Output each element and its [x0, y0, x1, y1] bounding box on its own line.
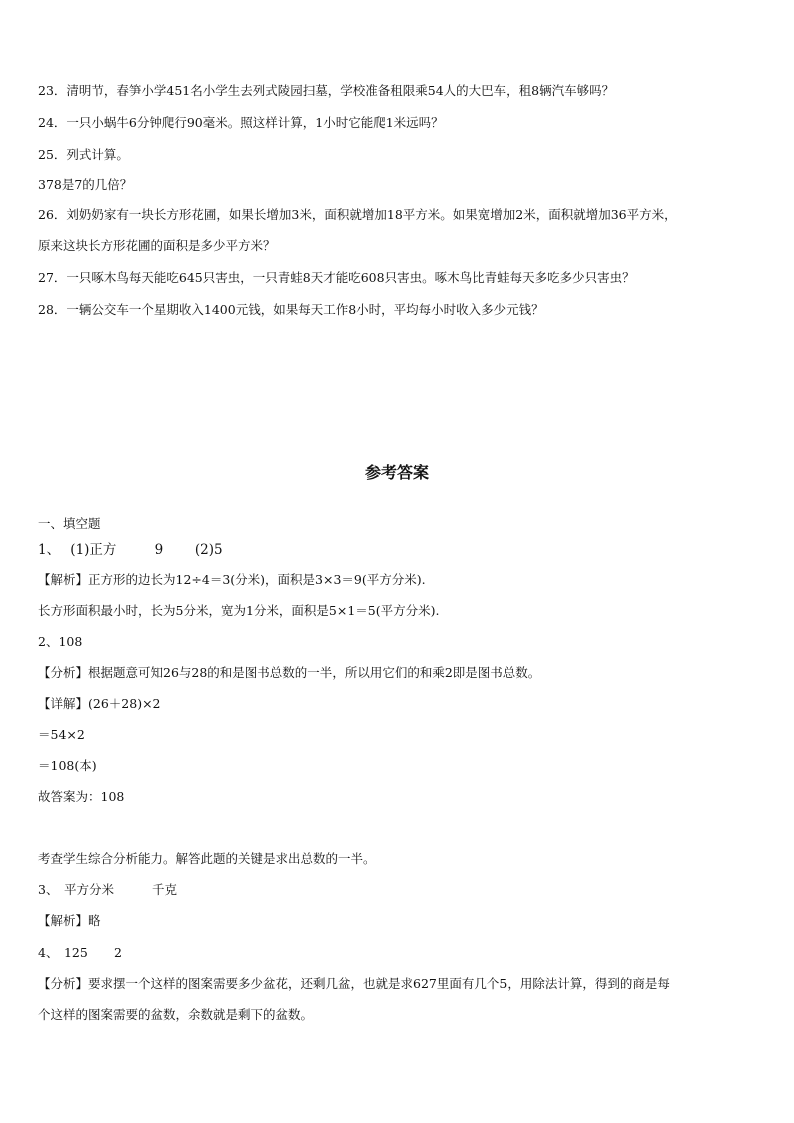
answer-4-part2: 2	[113, 945, 122, 960]
answer-2-note: 考查学生综合分析能力。解答此题的关键是求出总数的一半。	[38, 851, 376, 866]
answer-2-step-2: ＝108(本)	[38, 758, 97, 773]
answer-1	[38, 541, 758, 559]
question-25-content: 378是7的几倍？	[38, 177, 133, 192]
answer-1-analysis-2: 长方形面积最小时，长为5分米，宽为1分米，面积是5×1＝5(平方分米).	[38, 603, 440, 618]
answer-1-part3: (2)5	[194, 542, 223, 558]
answer-4-analysis-2: 个这样的图案需要的盆数，余数就是剩下的盆数。	[38, 1007, 314, 1022]
answer-3-analysis: 【解析】略	[38, 913, 101, 928]
answer-3-part2: 千克	[151, 882, 177, 897]
question-26-line2: 原来这块长方形花圃的面积是多少平方米？	[38, 238, 276, 253]
answer-2-final: 故答案为：108	[38, 789, 125, 804]
answer-1-number: 1、	[38, 542, 61, 558]
question-27: 27．一只啄木鸟每天能吃645只害虫，一只青蛙8天才能吃608只害虫。啄木鸟比青蛙每天多吃多少只害虫？	[38, 270, 635, 285]
answer-1-part2: 9	[154, 542, 164, 558]
answer-3-part1: 平方分米	[63, 882, 114, 897]
question-26-line1: 26．刘奶奶家有一块长方形花圃，如果长增加3米，面积就增加18平方米。如果宽增加2米，面积就增加36平方米，	[38, 207, 677, 222]
answer-2: 2、108	[38, 634, 83, 649]
answer-1-analysis-1: 【解析】正方形的边长为12÷4＝3(分米)，面积是3×3＝9(平方分米).	[38, 572, 426, 587]
question-25: 25．列式计算。	[38, 147, 129, 162]
question-28: 28．一辆公交车一个星期收入1400元钱，如果每天工作8小时，平均每小时收入多少元钱？	[38, 302, 544, 317]
answer-3	[38, 881, 758, 899]
answer-2-detail: 【详解】(26＋28)×2	[38, 696, 161, 711]
answer-1-part1: (1)正方	[70, 542, 117, 558]
question-24: 24．一只小蜗牛6分钟爬行90毫米。照这样计算，1小时它能爬1米远吗？	[38, 115, 444, 130]
answer-2-step-1: ＝54×2	[38, 727, 85, 742]
answer-4-part1: 125	[63, 945, 88, 960]
answer-4	[38, 944, 758, 962]
answer-4-analysis-1: 【分析】要求摆一个这样的图案需要多少盆花，还剩几盆，也就是求627里面有几个5，用除法计算，得到的商是每	[38, 976, 670, 991]
answer-2-analysis: 【分析】根据题意可知26与28的和是图书总数的一半，所以用它们的和乘2即是图书总数。	[38, 665, 541, 680]
answer-4-number: 4、	[38, 945, 59, 960]
answers-title: 参考答案	[364, 463, 429, 482]
answer-3-number: 3、	[38, 882, 59, 897]
section-fill-blanks: 一、填空题	[38, 516, 101, 531]
question-23: 23．清明节，春笋小学451名小学生去列式陵园扫墓，学校准备租限乘54人的大巴车，租8辆汽车够吗？	[38, 83, 615, 98]
